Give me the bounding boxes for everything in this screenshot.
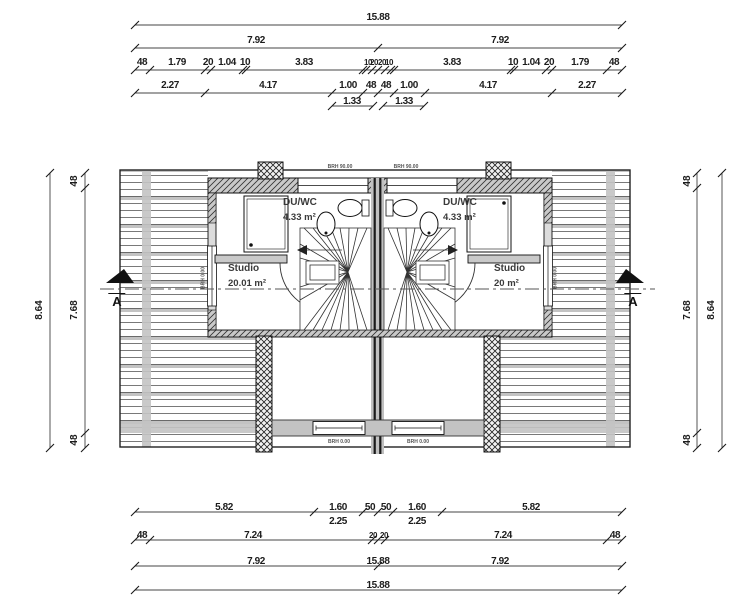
sill-label: BRH 0.00: [328, 439, 350, 445]
dim-label: 20: [543, 57, 555, 68]
dim-label: 50: [364, 502, 376, 513]
dim-label: 10: [384, 58, 394, 67]
dim-label: 48: [136, 530, 148, 541]
dim-label: 8.64: [34, 300, 45, 320]
dim-label: 1.04: [522, 57, 540, 68]
dim-label: 20: [368, 531, 378, 540]
dim-label: 7.92: [247, 556, 265, 567]
dim-label: 10: [363, 58, 373, 67]
dim-label: 20: [377, 58, 387, 67]
dim-label: 20: [202, 57, 214, 68]
dim-label: 20: [379, 531, 389, 540]
room-label-bath-left: DU/WC 4.33 m²: [283, 197, 317, 223]
dim-label: 1.79: [168, 57, 186, 68]
dim-label: 3.83: [295, 57, 313, 68]
dim-label: 7.68: [682, 300, 693, 320]
dim-label: 3.83: [443, 57, 461, 68]
dim-label: 7.92: [491, 556, 509, 567]
dim-label: 2.25: [408, 516, 426, 527]
dim-label: 48: [682, 175, 693, 187]
dim-label: 4.17: [479, 80, 497, 91]
dim-label: 20: [369, 58, 379, 67]
dim-label: 10: [507, 57, 519, 68]
dim-label: 1.04: [218, 57, 236, 68]
dim-label: 48: [380, 80, 392, 91]
section-label-left: A: [108, 293, 125, 308]
sill-label: BRH 90.00: [327, 164, 353, 170]
sill-label: BRH 0.00: [552, 267, 559, 289]
dim-label: 5.82: [522, 502, 540, 513]
dim-label: 5.82: [215, 502, 233, 513]
dim-label: 48: [365, 80, 377, 91]
dim-label: 8.64: [706, 300, 717, 320]
dim-label: 7.24: [494, 530, 512, 541]
dim-label: 2.27: [161, 80, 179, 91]
dim-label: 48: [682, 434, 693, 446]
sill-label: BRH 0.00: [200, 267, 207, 289]
dim-label: 48: [69, 434, 80, 446]
dim-label: 1.33: [395, 96, 413, 107]
dim-label: 7.68: [69, 300, 80, 320]
dim-label: 2.27: [578, 80, 596, 91]
dim-label: 15.88: [366, 580, 390, 591]
dim-label: 48: [608, 57, 620, 68]
room-label-studio-left: Studio 20.01 m²: [228, 263, 267, 289]
dim-label: 7.92: [247, 35, 265, 46]
dim-label: 48: [69, 175, 80, 187]
dim-label: 1.00: [400, 80, 418, 91]
sill-label: BRH 0.00: [407, 439, 429, 445]
dim-label: 2.25: [329, 516, 347, 527]
dim-label: 1.60: [329, 502, 347, 513]
dim-label: 1.79: [571, 57, 589, 68]
dim-label: 4.17: [259, 80, 277, 91]
room-label-bath-right: DU/WC 4.33 m²: [443, 197, 477, 223]
dim-label: 15.88: [366, 12, 390, 23]
dim-label: 48: [609, 530, 621, 541]
room-label-studio-right: Studio 20 m²: [494, 263, 526, 289]
dim-label: 7.92: [491, 35, 509, 46]
dim-label: 1.00: [339, 80, 357, 91]
section-label-right: A: [624, 293, 641, 308]
sill-label: BRH 90.00: [393, 164, 419, 170]
dim-label: 1.60: [408, 502, 426, 513]
dim-label: 50: [380, 502, 392, 513]
dim-label: 48: [136, 57, 148, 68]
dim-label: 15.88: [366, 556, 390, 567]
dim-label: 10: [239, 57, 251, 68]
dim-label: 7.24: [244, 530, 262, 541]
dim-label: 1.33: [343, 96, 361, 107]
